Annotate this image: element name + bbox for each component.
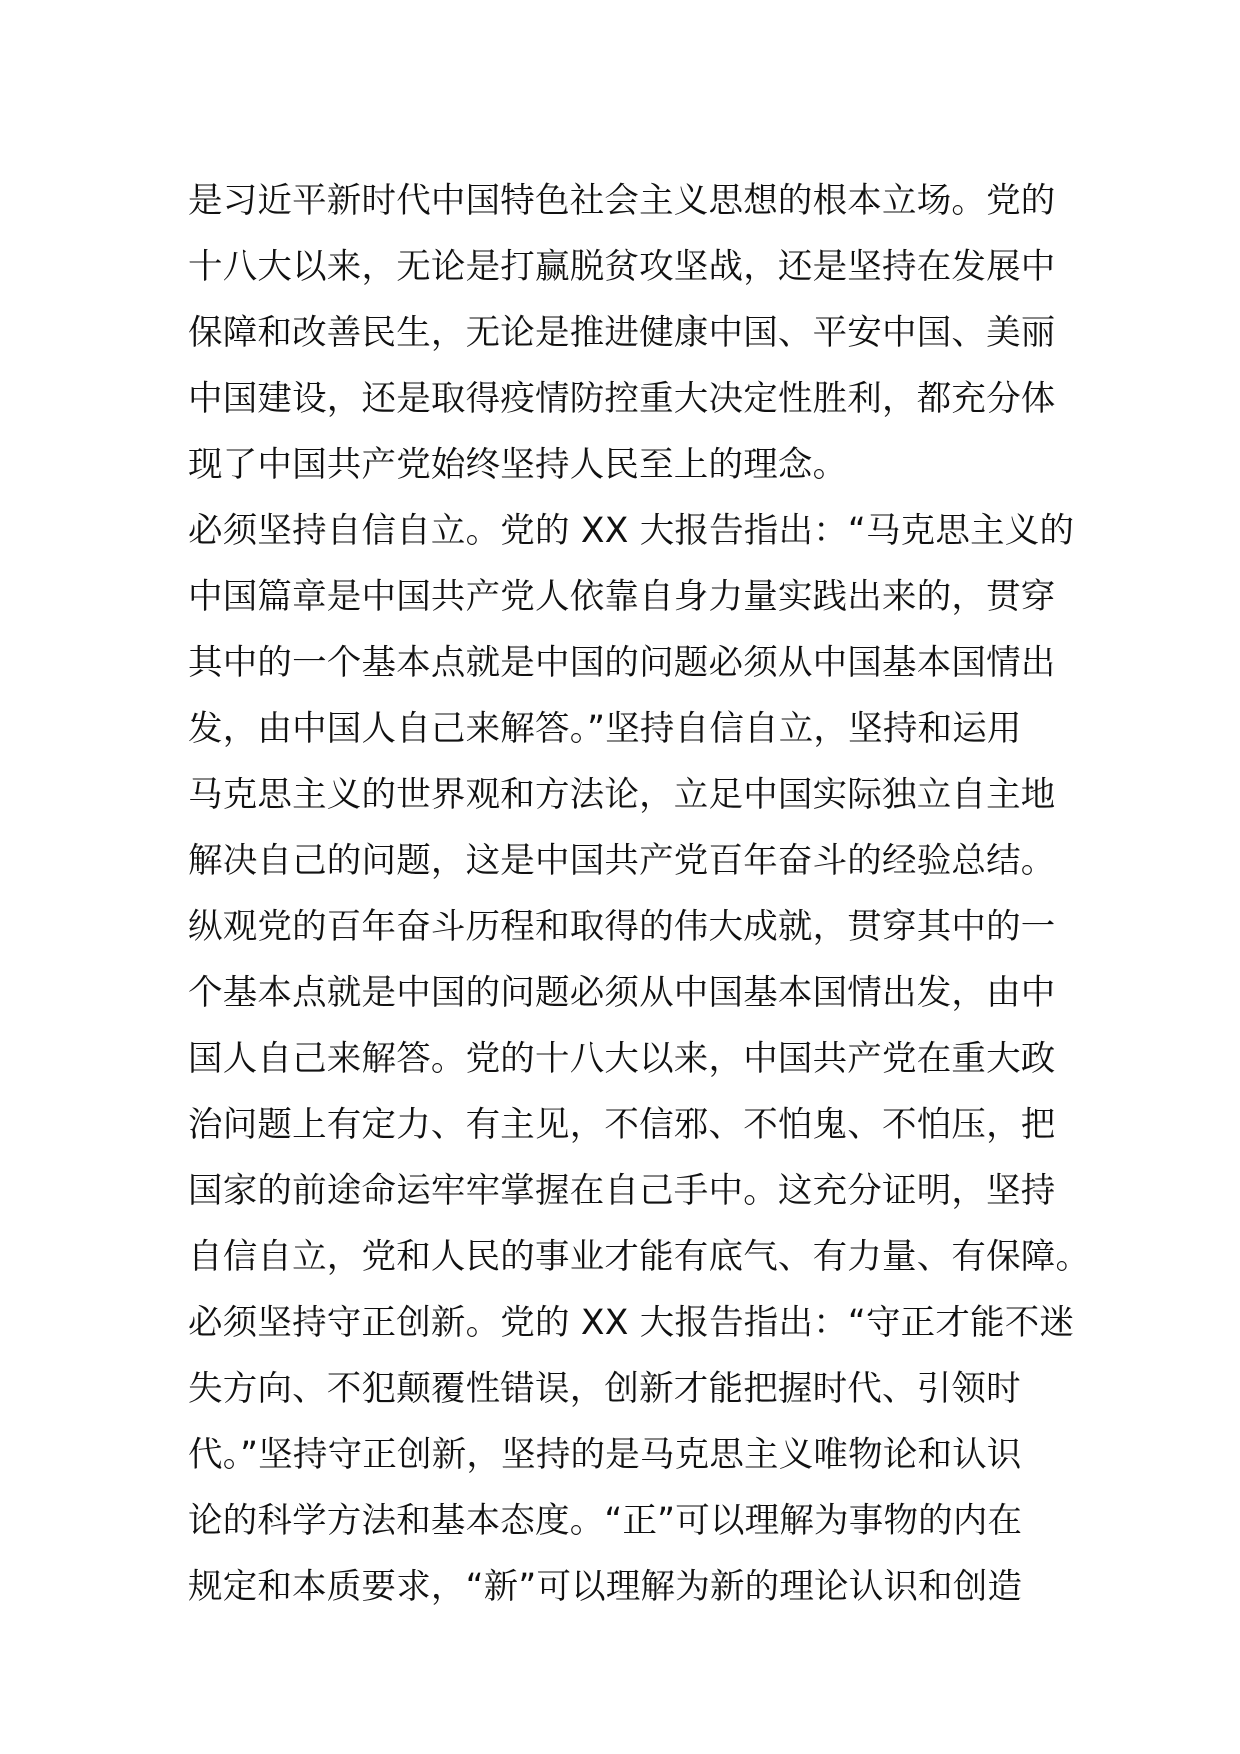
text-line: 马克思主义的世界观和方法论，立足中国实际独立自主地 xyxy=(188,775,1056,815)
text-line: 治问题上有定力、有主见，不信邪、不怕鬼、不怕压，把 xyxy=(188,1105,1056,1145)
text-line: 失方向、不犯颠覆性错误，创新才能把握时代、引领时 xyxy=(188,1369,1021,1409)
text-line: 中国篇章是中国共产党人依靠自身力量实践出来的，贯穿 xyxy=(188,577,1056,617)
text-line: 中国建设，还是取得疫情防控重大决定性胜利，都充分体 xyxy=(188,379,1056,419)
text-line: 纵观党的百年奋斗历程和取得的伟大成就，贯穿其中的一 xyxy=(188,907,1056,947)
text-line: 自信自立，党和人民的事业才能有底气、有力量、有保障。 xyxy=(188,1237,1091,1277)
text-line: 必须坚持自信自立。党的 XX 大报告指出：“马克思主义的 xyxy=(188,511,1075,551)
text-line: 代。”坚持守正创新，坚持的是马克思主义唯物论和认识 xyxy=(188,1435,1022,1475)
text-line: 论的科学方法和基本态度。“正”可以理解为事物的内在 xyxy=(188,1501,1023,1541)
text-line: 个基本点就是中国的问题必须从中国基本国情出发，由中 xyxy=(188,973,1056,1013)
text-line: 国人自己来解答。党的十八大以来，中国共产党在重大政 xyxy=(188,1039,1056,1079)
text-line: 其中的一个基本点就是中国的问题必须从中国基本国情出 xyxy=(188,643,1056,683)
body-text xyxy=(188,168,1091,1620)
text-line: 解决自己的问题，这是中国共产党百年奋斗的经验总结。 xyxy=(188,841,1056,881)
text-line: 保障和改善民生，无论是推进健康中国、平安中国、美丽 xyxy=(188,313,1056,353)
text-line: 发，由中国人自己来解答。”坚持自信自立，坚持和运用 xyxy=(188,709,1022,749)
text-line: 十八大以来，无论是打赢脱贫攻坚战，还是坚持在发展中 xyxy=(188,247,1056,287)
text-line: 必须坚持守正创新。党的 XX 大报告指出：“守正才能不迷 xyxy=(188,1303,1075,1343)
text-line: 规定和本质要求，“新”可以理解为新的理论认识和创造 xyxy=(188,1567,1023,1607)
text-line: 是习近平新时代中国特色社会主义思想的根本立场。党的 xyxy=(188,181,1056,221)
text-line: 现了中国共产党始终坚持人民至上的理念。 xyxy=(188,445,848,485)
text-line: 国家的前途命运牢牢掌握在自己手中。这充分证明，坚持 xyxy=(188,1171,1056,1211)
